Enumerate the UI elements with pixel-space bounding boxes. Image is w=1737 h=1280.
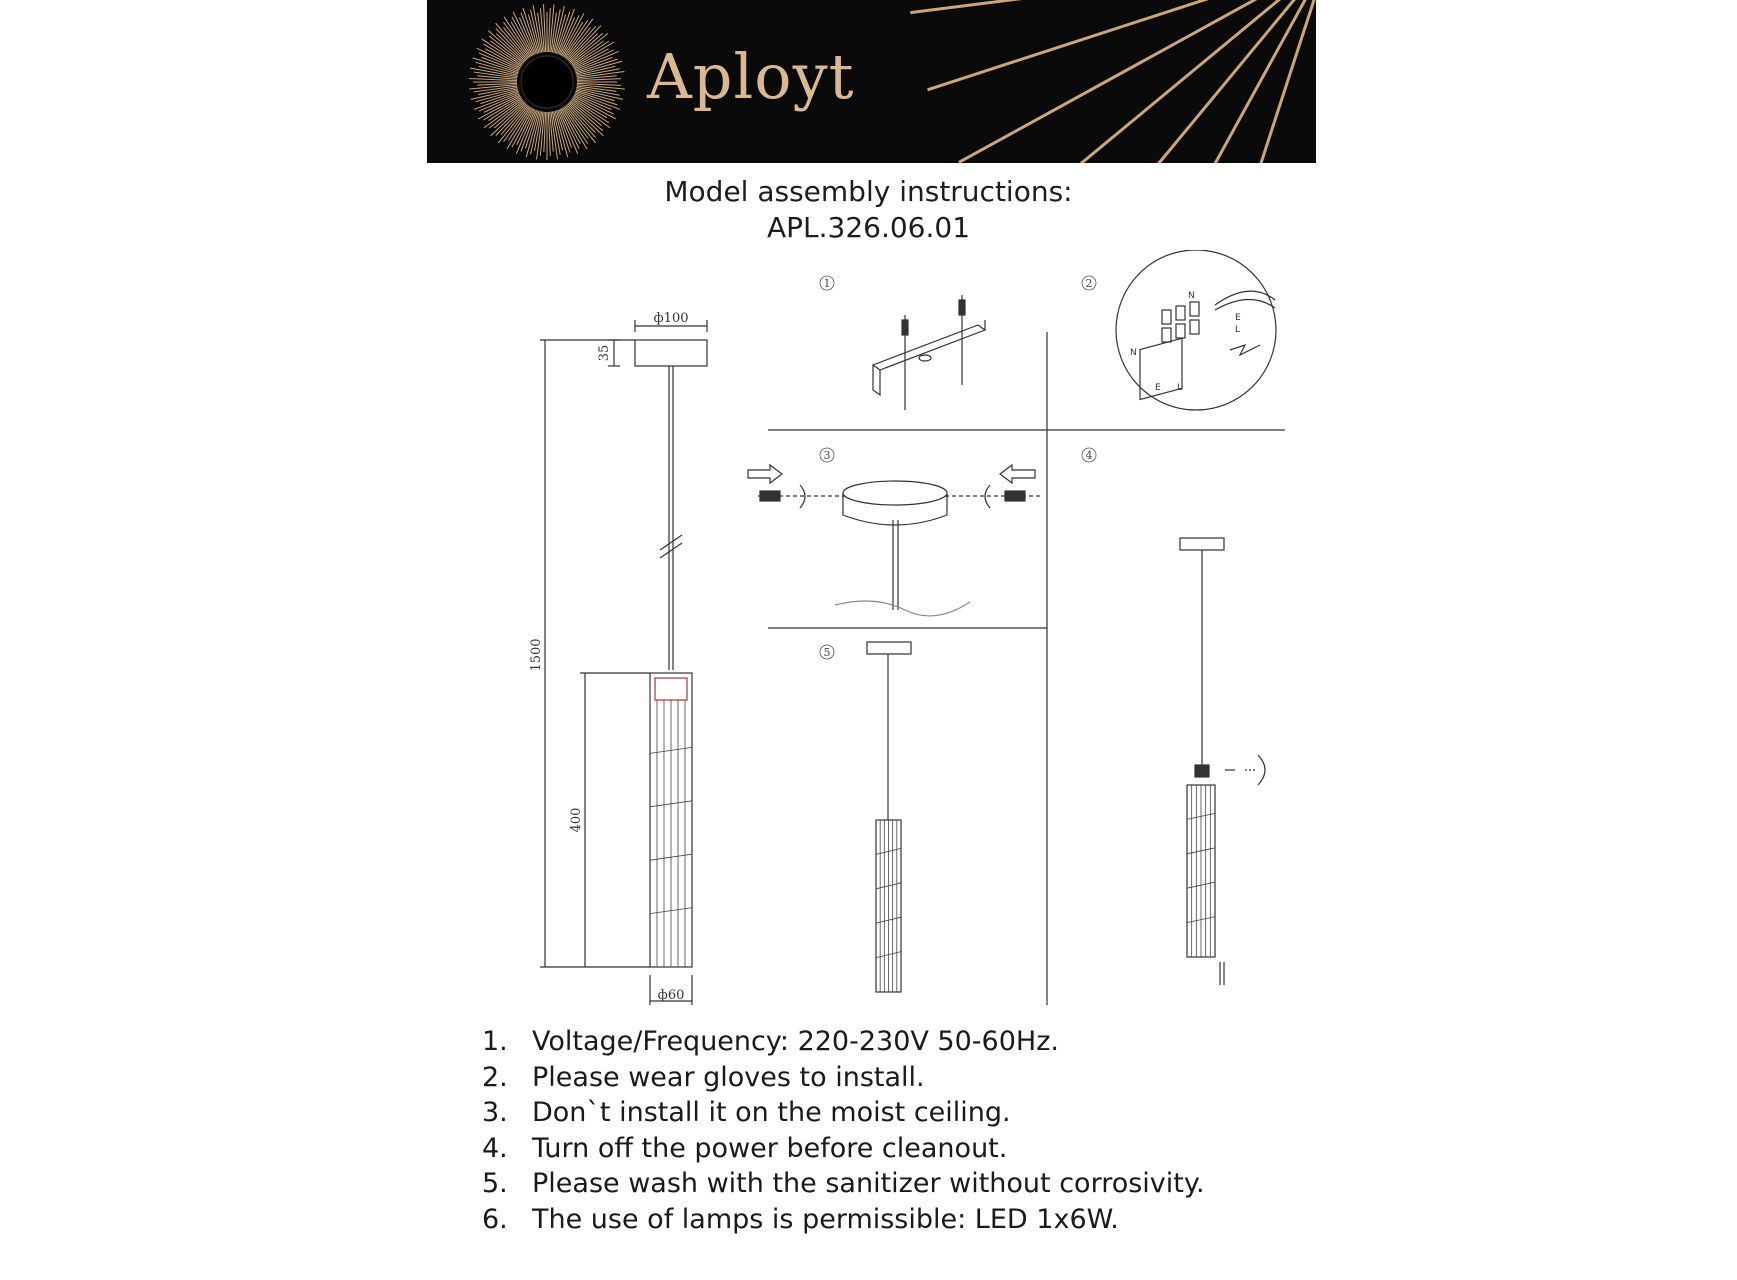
list-item: 5. Please wash with the sanitizer without corrosivity. [482, 1168, 1205, 1199]
wire-label: L [1177, 383, 1183, 393]
instructions-list [482, 1024, 1205, 1237]
canopy-step5 [867, 642, 911, 654]
canopy-step3 [843, 493, 947, 525]
assembly-drawing [0, 250, 1737, 1010]
lamp-socket [655, 678, 687, 700]
mounting-bar [873, 325, 985, 370]
canopy-step4 [1180, 538, 1224, 550]
wire-label: N [1188, 291, 1195, 301]
dim-total-height: 1500 [529, 638, 544, 672]
list-item: 6. The use of lamps is permissible: LED 1x6W. [482, 1203, 1119, 1235]
wire-label: L [1235, 325, 1241, 335]
step-number: 3 [823, 449, 831, 462]
socket-step4 [1195, 765, 1209, 777]
sunburst-logo-icon [427, 0, 1316, 163]
dim-canopy-height: 35 [597, 344, 612, 362]
step-number: 2 [1085, 277, 1093, 290]
brand-banner [427, 0, 1316, 163]
canopy [635, 340, 707, 366]
wire-label: N [1130, 348, 1137, 358]
document-title: Model assembly instructions: [664, 175, 1073, 208]
wire-label: E [1155, 383, 1161, 393]
dim-shade-height: 400 [569, 807, 584, 833]
dim-shade-diameter: ф60 [657, 988, 685, 1003]
model-number: APL.326.06.01 [766, 211, 971, 244]
list-item: 2. Please wear gloves to install. [482, 1061, 925, 1093]
arrow-right-icon [748, 465, 782, 483]
wire-label: E [1235, 313, 1241, 323]
arrow-left-icon [1000, 465, 1035, 483]
step-number: 5 [823, 646, 831, 659]
step-number: 4 [1085, 449, 1093, 462]
list-item: 1. Voltage/Frequency: 220-230V 50-60Hz. [482, 1026, 1059, 1057]
dim-canopy-diameter: ф100 [653, 311, 689, 326]
brand-name: Aployt [647, 40, 855, 113]
step-number: 1 [823, 277, 831, 290]
list-item: 4. Turn off the power before cleanout. [482, 1132, 1008, 1164]
list-item: 3. Don`t install it on the moist ceiling. [482, 1097, 1011, 1128]
